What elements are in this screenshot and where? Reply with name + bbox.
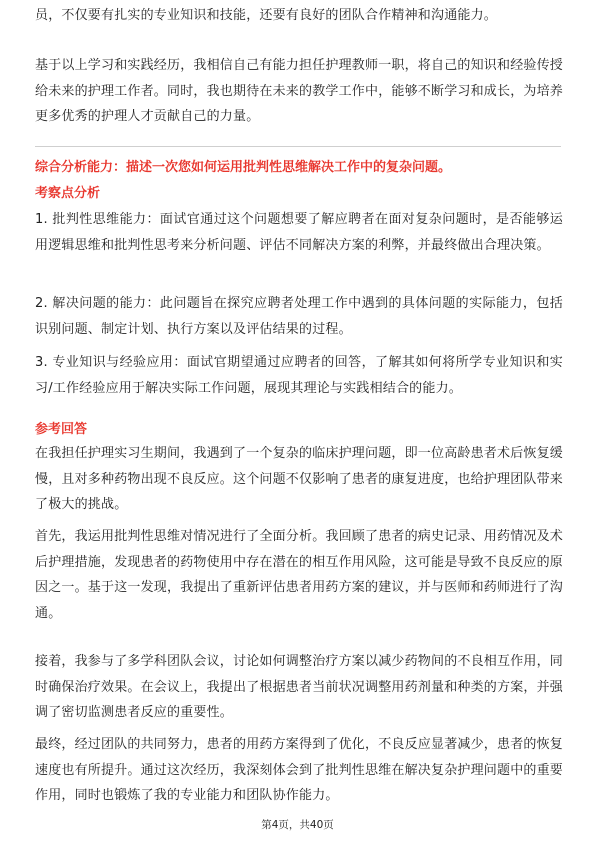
answer-paragraph-3: 接着，我参与了多学科团队会议，讨论如何调整治疗方案以减少药物间的不良相互作用，同时确保治疗效果。在会议上，我提出了根据患者当前状况调整用药剂量和种类的方案，并强调了密切监测患者反应的重要性。 — [35, 654, 564, 720]
intro-paragraph-1: 员，不仅要有扎实的专业知识和技能，还要有良好的团队合作精神和沟通能力。 — [35, 8, 498, 23]
analysis-item-1: 1. 批判性思维能力：面试官通过这个问题想要了解应聘者在面对复杂问题时，是否能够运用逻辑思维和批判性思考来分析问题、评估不同解决方案的利弊，并最终做出合理决策。 — [35, 212, 563, 253]
question-title: 综合分析能力：描述一次您如何运用批判性思维解决工作中的复杂问题。 — [35, 160, 452, 175]
analysis-item-2: 2. 解决问题的能力：此问题旨在探究应聘者处理工作中遇到的具体问题的实际能力，包括识别问题、制定计划、执行方案以及评估结果的过程。 — [35, 296, 563, 337]
answer-heading: 参考回答 — [35, 422, 88, 437]
page-number: 第4页，共40页 — [261, 819, 334, 831]
answer-paragraph-1: 在我担任护理实习生期间，我遇到了一个复杂的临床护理问题，即一位高龄患者术后恢复缓慢，且对多种药物出现不良反应。这个问题不仅影响了患者的康复进度，也给护理团队带来了极大的挑战。 — [35, 446, 564, 512]
section-divider — [35, 146, 561, 147]
answer-paragraph-4: 最终，经过团队的共同努力，患者的用药方案得到了优化，不良反应显著减少，患者的恢复速度也有所提升。通过这次经历，我深刻体会到了批判性思维在解决复杂护理问题中的重要作用，同时也锻炼了我的专业能力和团队协作能力。 — [35, 737, 564, 803]
intro-paragraph-2: 基于以上学习和实践经历，我相信自己有能力担任护理教师一职，将自己的知识和经验传授给未来的护理工作者。同时，我也期待在未来的教学工作中，能够不断学习和成长，为培养更多优秀的护理人才贡献自己的力量。 — [35, 58, 564, 124]
analysis-item-3: 3. 专业知识与经验应用：面试官期望通过应聘者的回答，了解其如何将所学专业知识和实习/工作经验应用于解决实际工作问题，展现其理论与实践相结合的能力。 — [35, 355, 563, 396]
answer-paragraph-2: 首先，我运用批判性思维对情况进行了全面分析。我回顾了患者的病史记录、用药情况及术后护理措施，发现患者的药物使用中存在潜在的相互作用风险，这可能是导致不良反应的原因之一。基于这一发现，我提出了重新评估患者用药方案的建议，并与医师和药师进行了沟通。 — [35, 529, 564, 621]
analysis-heading: 考察点分析 — [35, 186, 101, 201]
